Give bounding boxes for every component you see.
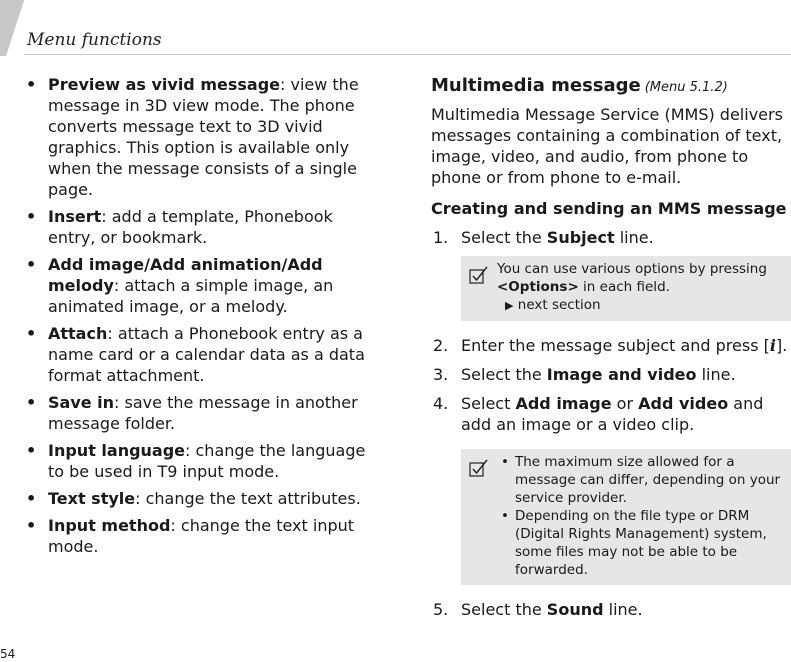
arrow-right-icon: ▶ <box>505 299 514 312</box>
step-term: Add video <box>638 394 729 413</box>
bullet-icon: • <box>26 75 37 94</box>
bullet-icon: • <box>26 324 37 343</box>
item-desc: : attach a simple image, an animated image, or a melody. <box>48 276 334 316</box>
step-term: Image and video <box>546 365 697 384</box>
note-box <box>461 256 791 321</box>
step-text: Enter the message subject and press [ <box>461 336 770 355</box>
step-text: or <box>611 394 639 413</box>
step-number: 2. <box>433 336 449 355</box>
item-term: Text style <box>48 489 136 508</box>
list-item <box>24 515 382 557</box>
subsection-title: Creating and sending an MMS message <box>431 199 787 218</box>
note-item <box>497 507 787 579</box>
list-item <box>24 206 382 248</box>
note-text: Depending on the file type or DRM (Digital Rights Management) system, some files may not be able to be forwarded. <box>515 508 767 578</box>
item-term: Preview as vivid message <box>48 75 280 94</box>
section-title <box>431 74 791 100</box>
step-term: Subject <box>546 228 615 247</box>
item-term: Input method <box>48 516 171 535</box>
list-item <box>24 392 382 434</box>
item-term: Insert <box>48 207 102 226</box>
step-term: Sound <box>546 600 604 619</box>
item-term: Save in <box>48 393 115 412</box>
cross-reference: next section <box>517 297 601 313</box>
list-item <box>24 488 382 509</box>
list-item <box>24 254 382 317</box>
list-item <box>24 440 382 482</box>
bullet-icon: • <box>26 441 37 460</box>
step-text: Select the <box>461 228 547 247</box>
note-box <box>461 449 791 585</box>
step-text: line. <box>603 600 643 619</box>
note-check-icon <box>469 266 489 284</box>
page-number: 54 <box>0 647 16 661</box>
header-rule <box>24 54 791 55</box>
step-text: ]. <box>775 336 788 355</box>
step-4 <box>431 393 791 435</box>
item-desc: : change the text input mode. <box>48 516 355 556</box>
item-term: Attach <box>48 324 108 343</box>
step-text: Select the <box>461 365 547 384</box>
step-2 <box>431 335 791 356</box>
step-text: and add an image or a video clip. <box>461 394 764 434</box>
left-column <box>24 74 382 563</box>
info-key-icon: i <box>769 336 776 355</box>
bullet-icon: • <box>26 516 37 535</box>
bullet-icon: • <box>26 207 37 226</box>
note-list <box>497 453 787 579</box>
section-title-text: Multimedia message <box>431 75 641 96</box>
menu-reference: (Menu 5.1.2) <box>644 80 728 95</box>
bullet-icon: • <box>26 489 37 508</box>
softkey-label: <Options> <box>497 279 579 295</box>
note-item <box>497 453 787 507</box>
step-3 <box>431 364 791 385</box>
bullet-icon: • <box>501 454 509 470</box>
step-number: 4. <box>433 394 449 413</box>
bullet-icon: • <box>26 393 37 412</box>
step-number: 1. <box>433 228 449 247</box>
step-1 <box>431 227 791 248</box>
item-desc: : view the message in 3D view mode. The phone converts message text to 3D vivid graphics. This option is available only when the message consists of a single page. <box>48 75 359 199</box>
item-desc: : save the message in another message folder. <box>48 393 358 433</box>
item-term: Add image/Add animation/Add melody <box>48 255 323 295</box>
item-desc: : change the text attributes. <box>135 489 361 508</box>
step-text: line. <box>696 365 736 384</box>
step-5 <box>431 599 791 620</box>
step-text: Select <box>461 394 516 413</box>
note-text: You can use various options by pressing <box>497 261 767 277</box>
note-text: The maximum size allowed for a message can differ, depending on your service provider. <box>515 454 781 506</box>
step-text: Select the <box>461 600 547 619</box>
item-term: Input language <box>48 441 186 460</box>
right-column <box>431 74 791 620</box>
section-intro: Multimedia Message Service (MMS) delivers messages containing a combination of text, image, video, and audio, from phone to phone or from phone to e-mail. <box>431 105 783 187</box>
item-desc: : attach a Phonebook entry as a name card or a calendar data as a data format attachment. <box>48 324 365 385</box>
step-number: 3. <box>433 365 449 384</box>
step-term: Add image <box>515 394 612 413</box>
list-item <box>24 74 382 200</box>
list-item <box>24 323 382 386</box>
options-list <box>24 74 382 557</box>
item-desc: : add a template, Phonebook entry, or bookmark. <box>48 207 333 247</box>
bullet-icon: • <box>501 508 509 524</box>
page-header-title: Menu functions <box>27 30 162 50</box>
note-text: in each field. <box>578 279 670 295</box>
note-check-icon <box>469 459 489 477</box>
header-decoration <box>0 0 24 56</box>
step-text: line. <box>614 228 654 247</box>
item-desc: : change the language to be used in T9 input mode. <box>48 441 366 481</box>
step-number: 5. <box>433 600 449 619</box>
bullet-icon: • <box>26 255 37 274</box>
